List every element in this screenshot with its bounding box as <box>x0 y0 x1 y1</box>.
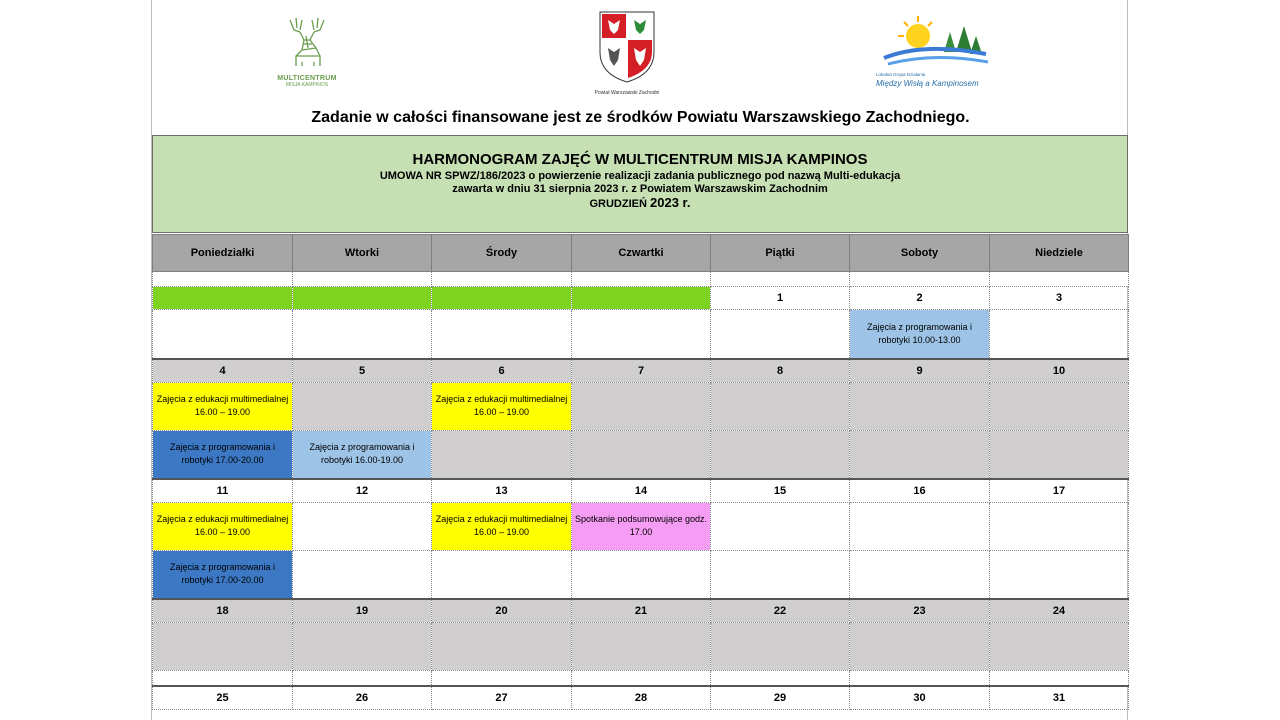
date-cell: 9 <box>850 359 990 383</box>
event-cell <box>711 502 850 550</box>
multicentrum-logo <box>272 14 342 94</box>
date-cell: 22 <box>711 599 850 623</box>
event-cell <box>572 310 711 359</box>
calendar-table <box>152 234 1129 710</box>
date-cell: 8 <box>711 359 850 383</box>
event-cell <box>293 310 432 359</box>
coat-of-arms-icon <box>596 8 658 84</box>
multicentrum-logo-subtext: MISJA KAMPINOS <box>285 82 329 88</box>
event-cell <box>990 622 1129 670</box>
date-cell: 17 <box>990 479 1129 503</box>
empty-day-cell <box>293 287 432 310</box>
event-cell <box>990 430 1129 479</box>
weekday-header: Czwartki <box>572 235 711 272</box>
event-cell <box>572 550 711 599</box>
event-cell <box>850 382 990 430</box>
event-cell <box>711 550 850 599</box>
event-cell <box>293 622 432 670</box>
event-cell-robotics: Zajęcia z programowania i robotyki 17.00-20.00 <box>153 550 293 599</box>
event-cell-multimedia: Zajęcia z edukacji multimedialnej 16.00 – 19.00 <box>153 382 293 430</box>
date-cell: 30 <box>850 686 990 710</box>
month-line <box>153 196 1127 211</box>
date-cell: 28 <box>572 686 711 710</box>
year-label: 2023 r. <box>650 195 691 210</box>
schedule-title: HARMONOGRAM ZAJĘĆ W MULTICENTRUM MISJA KAMPINOS <box>412 151 868 168</box>
spacer-row <box>153 670 1129 686</box>
empty-day-cell <box>153 287 293 310</box>
event-cell <box>850 622 990 670</box>
date-cell: 3 <box>990 287 1129 310</box>
event-cell <box>572 382 711 430</box>
date-cell: 24 <box>990 599 1129 623</box>
week-2-dates <box>153 359 1129 383</box>
date-cell: 12 <box>293 479 432 503</box>
date-cell: 18 <box>153 599 293 623</box>
date-cell: 27 <box>432 686 572 710</box>
powiat-crest-logo <box>592 8 662 94</box>
event-cell <box>850 550 990 599</box>
week-5-dates <box>153 686 1129 710</box>
event-cell <box>153 622 293 670</box>
week-1-dates <box>153 287 1129 310</box>
empty-day-cell <box>432 287 572 310</box>
week-3-events-1 <box>153 502 1129 550</box>
empty-day-cell <box>572 287 711 310</box>
moose-icon <box>282 14 332 70</box>
date-cell: 31 <box>990 686 1129 710</box>
date-cell: 21 <box>572 599 711 623</box>
date-cell: 4 <box>153 359 293 383</box>
event-cell <box>432 310 572 359</box>
weekday-header: Poniedziałki <box>153 235 293 272</box>
week-3-events-2 <box>153 550 1129 599</box>
weekday-header: Środy <box>432 235 572 272</box>
sun-and-trees-icon <box>874 12 994 72</box>
week-4-events <box>153 622 1129 670</box>
event-cell-robotics: Zajęcia z programowania i robotyki 17.00-20.00 <box>153 430 293 479</box>
event-cell-meeting: Spotkanie podsumowujące godz. 17.00 <box>572 502 711 550</box>
week-2-events-1 <box>153 382 1129 430</box>
document-page <box>151 0 1128 720</box>
date-cell: 2 <box>850 287 990 310</box>
lgd-logo-name: Między Wisłą a Kampinosem <box>876 79 979 88</box>
event-cell <box>572 430 711 479</box>
event-cell <box>293 550 432 599</box>
date-cell: 5 <box>293 359 432 383</box>
date-cell: 25 <box>153 686 293 710</box>
event-cell <box>990 502 1129 550</box>
lgd-logo <box>874 12 994 92</box>
event-cell <box>432 430 572 479</box>
date-cell: 14 <box>572 479 711 503</box>
event-cell <box>432 550 572 599</box>
event-cell <box>432 622 572 670</box>
date-cell: 16 <box>850 479 990 503</box>
event-cell-multimedia: Zajęcia z edukacji multimedialnej 16.00 – 19.00 <box>153 502 293 550</box>
weekday-header: Wtorki <box>293 235 432 272</box>
date-cell: 29 <box>711 686 850 710</box>
week-2-events-2 <box>153 430 1129 479</box>
date-cell: 6 <box>432 359 572 383</box>
event-cell-robotics: Zajęcia z programowania i robotyki 16.00-19.00 <box>293 430 432 479</box>
event-cell-robotics: Zajęcia z programowania i robotyki 10.00-13.00 <box>850 310 990 359</box>
date-cell: 23 <box>850 599 990 623</box>
event-cell <box>990 382 1129 430</box>
spacer-row <box>153 272 1129 287</box>
event-cell <box>711 622 850 670</box>
crest-caption: Powiat Warszawski Zachodni <box>594 90 660 96</box>
weekday-header: Niedziele <box>990 235 1129 272</box>
contract-line: UMOWA NR SPWZ/186/2023 o powierzenie realizacji zadania publicznego pod nazwą Multi-edukacja <box>379 170 901 182</box>
date-cell: 7 <box>572 359 711 383</box>
event-cell <box>293 382 432 430</box>
event-cell-multimedia: Zajęcia z edukacji multimedialnej 16.00 – 19.00 <box>432 382 572 430</box>
date-cell: 10 <box>990 359 1129 383</box>
event-cell <box>850 502 990 550</box>
month-label: GRUDZIEŃ <box>589 198 647 210</box>
event-cell <box>711 310 850 359</box>
date-cell: 1 <box>711 287 850 310</box>
weekday-header: Piątki <box>711 235 850 272</box>
event-cell <box>293 502 432 550</box>
lgd-logo-small-text: Lokalna Grupa Działania <box>876 72 926 77</box>
date-cell: 15 <box>711 479 850 503</box>
event-cell <box>572 622 711 670</box>
weekday-header: Soboty <box>850 235 990 272</box>
event-cell <box>153 310 293 359</box>
weekday-header-row <box>153 235 1129 272</box>
event-cell <box>711 430 850 479</box>
multicentrum-logo-text: MULTICENTRUM <box>277 75 337 82</box>
funding-statement: Zadanie w całości finansowane jest ze środków Powiatu Warszawskiego Zachodniego. <box>311 109 970 126</box>
event-cell <box>711 382 850 430</box>
date-cell: 11 <box>153 479 293 503</box>
event-cell <box>990 310 1129 359</box>
event-cell <box>990 550 1129 599</box>
schedule-header <box>152 135 1128 233</box>
week-1-events <box>153 310 1129 359</box>
event-cell <box>850 430 990 479</box>
contract-date-line: zawarta w dniu 31 sierpnia 2023 r. z Powiatem Warszawskim Zachodnim <box>452 183 828 195</box>
week-3-dates <box>153 479 1129 503</box>
date-cell: 19 <box>293 599 432 623</box>
date-cell: 13 <box>432 479 572 503</box>
date-cell: 26 <box>293 686 432 710</box>
week-4-dates <box>153 599 1129 623</box>
date-cell: 20 <box>432 599 572 623</box>
event-cell-multimedia: Zajęcia z edukacji multimedialnej 16.00 – 19.00 <box>432 502 572 550</box>
